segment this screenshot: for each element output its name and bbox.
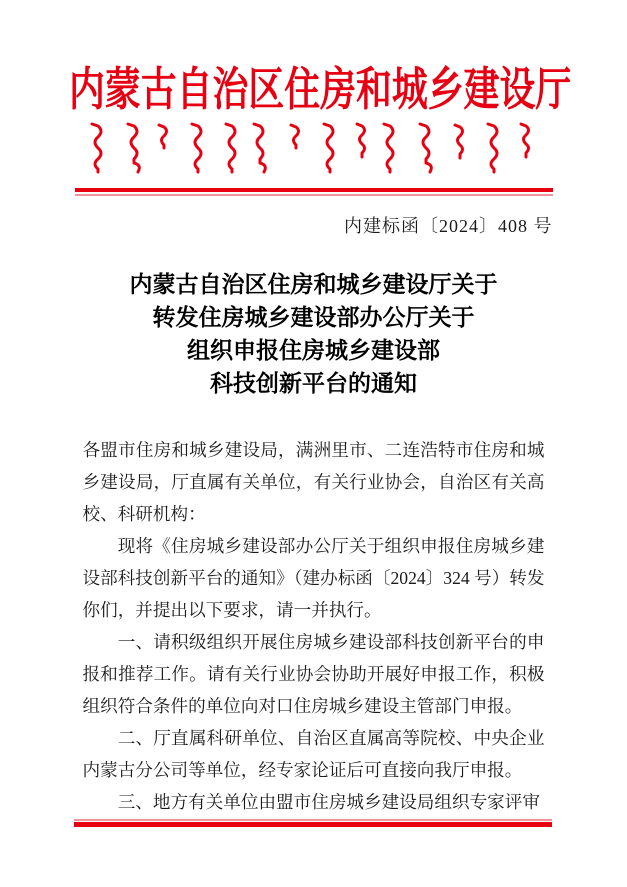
paragraph-item-1: 一、请积级组织开展住房城乡建设部科技创新平台的申报和推荐工作。请有关行业协会协助开展好申报工作，积极组织符合条件的单位向对口住房城乡建设主管部门申报。 [82,632,545,717]
title-line: 内蒙古自治区住房和城乡建设厅关于 [129,272,498,298]
doc-number-row [75,212,553,238]
org-name-title: 内蒙古自治区住房和城乡建设厅 [68,64,572,115]
mongolian-script-icon [88,121,540,177]
footer-divider [74,819,552,827]
document-title [0,268,627,400]
paragraph-item-3: 三、地方有关单位由盟市住房城乡建设局组织专家评审 [117,792,540,813]
doc-number: 内建标函〔2024〕408 号 [344,216,553,237]
header-divider-thin-line [75,194,553,196]
title-line: 科技创新平台的通知 [210,371,417,397]
mongolian-script-row [0,121,627,177]
footer-divider-thick-line [74,822,552,827]
header-divider [75,188,553,196]
header-divider-thick-line [75,188,553,192]
title-line: 组织申报住房城乡建设部 [187,338,440,364]
paragraph-item-2: 二、厅直属科研单位、自治区直属高等院校、中央企业内蒙古分公司等单位，经专家论证后可直接向我厅申报。 [82,728,545,781]
document-body [83,434,545,818]
paragraph-salutation: 各盟市住房和城乡建设局，满洲里市、二连浩特市住房和城乡建设局，厅直属有关单位，有关行业协会，自治区有关高校、科研机构： [82,440,545,525]
footer-divider-thin-line [74,819,552,821]
paragraph-intro: 现将《住房城乡建设部办公厅关于组织申报住房城乡建设部科技创新平台的通知》（建办标函〔2024〕324 号）转发你们，并提出以下要求，请一并执行。 [82,536,545,621]
title-line: 转发住房城乡建设部办公厅关于 [152,305,475,331]
